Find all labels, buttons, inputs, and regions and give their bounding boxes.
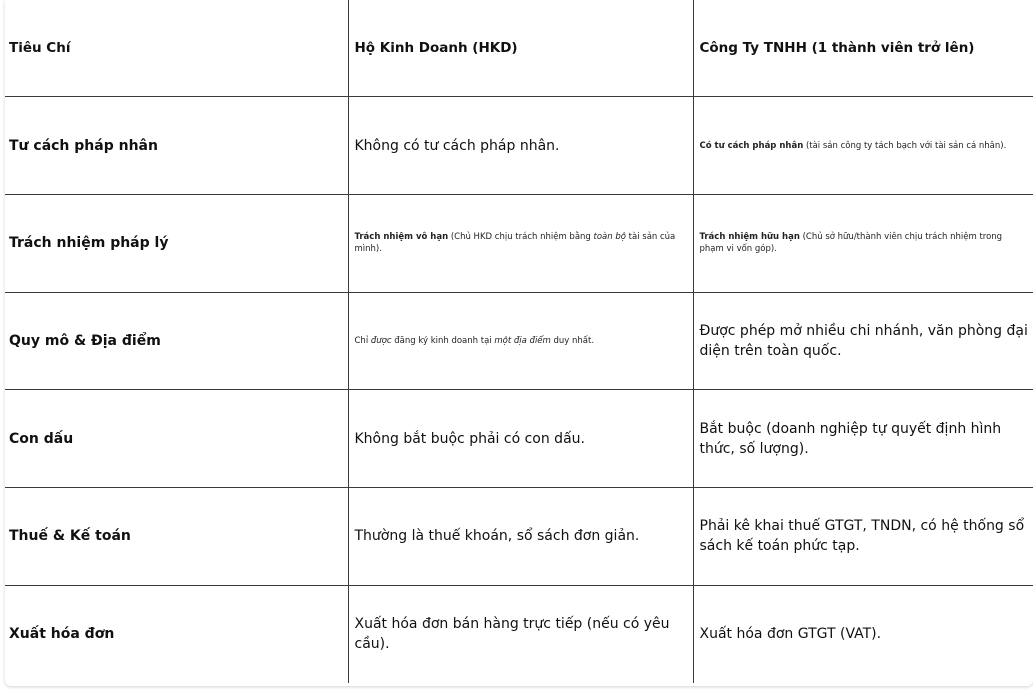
tnhh-bold-text: Có tư cách pháp nhân <box>699 140 804 151</box>
table-row <box>5 390 1033 488</box>
header-hkd: Hộ Kinh Doanh (HKD) <box>348 0 693 97</box>
criterion-cell: Xuất hóa đơn <box>9 626 115 643</box>
header-tnhh: Công Ty TNHH (1 thành viên trở lên) <box>693 0 1033 97</box>
hkd-cell: Xuất hóa đơn bán hàng trực tiếp (nếu có yêu cầu). <box>348 585 693 683</box>
hkd-text: (Chủ HKD chịu trách nhiệm bằng <box>448 232 594 243</box>
tnhh-cell: Bắt buộc (doanh nghiệp tự quyết định hình thức, số lượng). <box>693 390 1033 488</box>
hkd-italic-2: một địa điểm <box>494 335 551 346</box>
table-row <box>5 97 1033 195</box>
hkd-text-end: tài sản của mình). <box>354 232 676 255</box>
tnhh-cell: Được phép mở nhiều chi nhánh, văn phòng đại diện trên toàn quốc. <box>693 292 1033 390</box>
table-row <box>5 292 1033 390</box>
hkd-cell <box>348 292 693 390</box>
hkd-text-c: duy nhất. <box>550 335 595 346</box>
hkd-cell <box>348 194 693 292</box>
tnhh-cell: Phải kê khai thuế GTGT, TNDN, có hệ thống sổ sách kế toán phức tạp. <box>693 487 1033 585</box>
hkd-italic-text: toàn bộ <box>593 232 626 243</box>
hkd-cell: Thường là thuế khoán, sổ sách đơn giản. <box>348 487 693 585</box>
hkd-cell: Không có tư cách pháp nhân. <box>348 97 693 195</box>
tnhh-text: (Chủ sở hữu/thành viên chịu trách nhiệm trong phạm vi vốn góp). <box>699 232 1003 255</box>
table-row <box>5 194 1033 292</box>
header-criteria: Tiêu Chí <box>5 0 348 97</box>
comparison-table <box>5 0 1033 683</box>
hkd-cell: Không bắt buộc phải có con dấu. <box>348 390 693 488</box>
hkd-text-b: đăng ký kinh doanh tại <box>391 335 495 346</box>
criterion-cell: Con dấu <box>5 390 348 488</box>
criterion-cell: Quy mô & Địa điểm <box>5 292 348 390</box>
table-header-row <box>5 0 1033 97</box>
criterion-cell: Tư cách pháp nhân <box>5 97 348 195</box>
tnhh-text: (tài sản công ty tách bạch với tài sản cá nhân). <box>803 140 1007 151</box>
tnhh-bold-text: Trách nhiệm hữu hạn <box>699 232 800 243</box>
hkd-text-a: Chỉ <box>354 335 371 346</box>
tnhh-cell <box>693 194 1033 292</box>
tnhh-cell <box>693 97 1033 195</box>
criterion-cell: Trách nhiệm pháp lý <box>5 194 348 292</box>
table-row <box>5 585 1033 683</box>
hkd-bold-text: Trách nhiệm vô hạn <box>354 232 449 243</box>
table-row <box>5 487 1033 585</box>
criterion-cell: Thuế & Kế toán <box>5 487 348 585</box>
hkd-italic-1: được <box>370 335 392 346</box>
tnhh-cell: Xuất hóa đơn GTGT (VAT). <box>693 585 1033 683</box>
